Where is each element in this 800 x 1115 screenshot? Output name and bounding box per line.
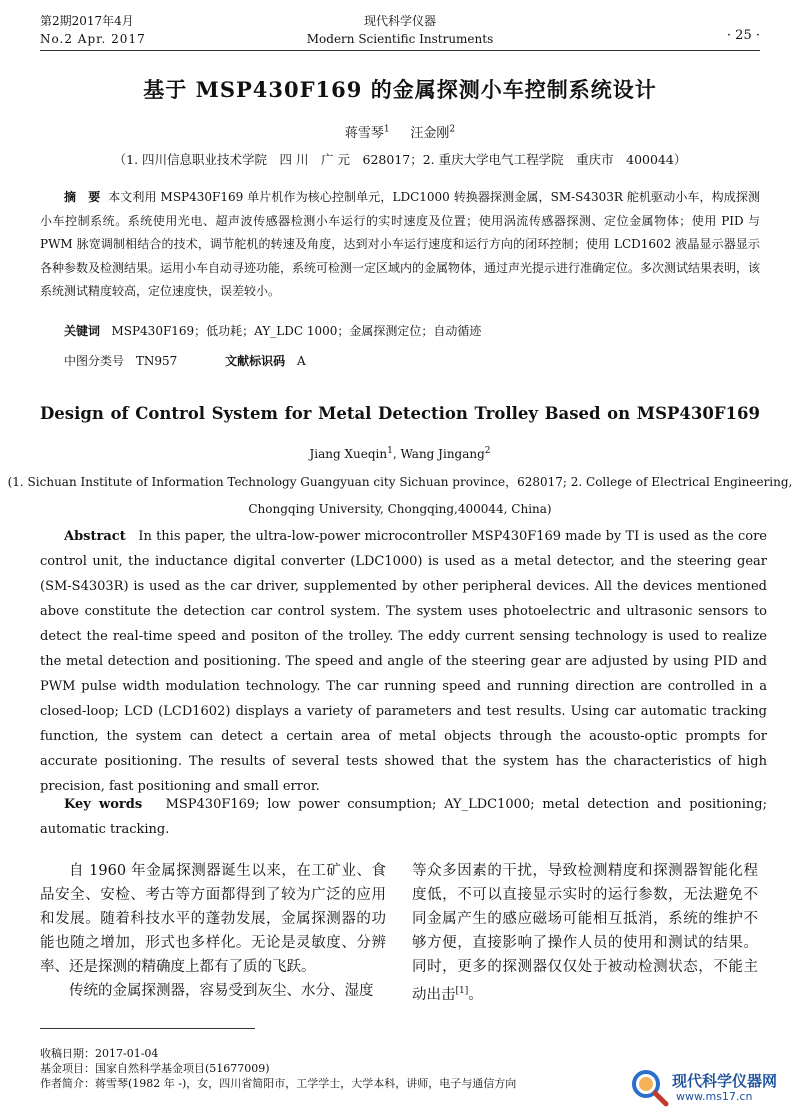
footnote-received: 收稿日期：2017-01-04 xyxy=(40,1047,159,1060)
clc-label: 中图分类号 xyxy=(64,354,125,368)
keywords-cn-text: MSP430F169；低功耗；AY_LDC 1000；金属探测定位；自动循迹 xyxy=(111,324,482,338)
body-paragraph xyxy=(412,859,758,1007)
authors-en: Jiang Xueqin$^1$, Wang Jingang$^2$ xyxy=(309,446,491,461)
author-1-cn: 蒋雪琴 xyxy=(344,126,384,141)
paper-title-cn: 基于 MSP430F169 的金属探测小车控制系统设计 xyxy=(143,77,657,102)
body-paragraph: 传统的金属探测器，容易受到灰尘、水分、湿度 xyxy=(69,983,374,999)
keywords-cn-label: 关键词 xyxy=(64,324,101,338)
footnote-fund: 基金项目：国家自然科学基金项目(51677009) xyxy=(40,1062,270,1075)
footnote-divider xyxy=(40,1028,255,1029)
watermark-name: 现代科学仪器网 xyxy=(672,1072,778,1090)
footnote-bio: 作者简介：蒋雪琴(1982 年 -)，女，四川省简阳市，工学学士，大学本科，讲师，电子与通信方向 xyxy=(40,1077,517,1090)
header-divider xyxy=(40,50,760,51)
authors-cn xyxy=(0,122,800,141)
abstract-en-label: Abstract xyxy=(64,529,126,544)
citation-ref: [1] xyxy=(455,986,469,996)
journal-en: Modern Scientific Instruments xyxy=(306,32,494,46)
author-2-en: Wang Jingang xyxy=(400,447,485,461)
author-1-en: Jiang Xueqin xyxy=(309,447,388,461)
body-paragraph-text: 等众多因素的干扰，导致检测精度和探测器智能化程度低，不可以直接显示实时的运行参数，无法避免不同金属产生的感应磁场可能相互抵消，系统的维护不够方便，直接影响了操作人员的使用和测试的结果。同时，更多的探测器仅仅处于被动检测状态，不能主动出击 xyxy=(412,863,758,1003)
author-1-en-sup: 1 xyxy=(387,446,393,456)
abstract-cn-text: 本文利用 MSP430F169 单片机作为核心控制单元，LDC1000 转换器探测金属，SM-S4303R 舵机驱动小车，构成探测小车控制系统。系统使用光电、超声波传感器检测小车运行的实时速度及位置；使用涡流传感器探测、定位金属物体；使用 PID 与 PWM 脉宽调制相结合的技术，调节舵机的转速及角度，达到对小车运行速度和运行方向的闭环控制；使用 LCD1602 液晶显示器显示各种参数及检测结果。运用小车自动寻迹功能，系统可检测一定区域内的金属物体，通过声光提示进行准确定位。多次测试结果表明，该系统测试精度较高，定位速度快，误差较小。 xyxy=(40,190,761,298)
journal-cn: 现代科学仪器 xyxy=(363,14,436,28)
doc-code-value: A xyxy=(296,354,306,368)
body-column-right xyxy=(412,859,758,1007)
issue-cn: 第2期2017年4月 xyxy=(40,14,134,28)
magnifier-logo-icon xyxy=(628,1066,672,1110)
abstract-cn-label: 摘 要 xyxy=(64,190,101,204)
author-2-en-sup: 2 xyxy=(484,446,491,456)
clc-value: TN957 xyxy=(135,354,178,368)
watermark-url: www.ms17.cn xyxy=(676,1090,753,1103)
affiliation-en-line1: (1. Sichuan Institute of Information Technology Guangyuan city Sichuan province，628017; 2. College of Electrical Engineering, xyxy=(7,475,793,489)
doc-code-label: 文献标识码 xyxy=(225,354,286,368)
body-paragraph-end: 。 xyxy=(468,986,483,1003)
abstract-cn xyxy=(40,186,760,304)
paper-title-en: Design of Control System for Metal Detection Trolley Based on MSP430F169 xyxy=(40,404,760,423)
keywords-en xyxy=(40,792,767,842)
affiliation-cn: （1. 四川信息职业技术学院 四 川 广 元 628017；2. 重庆大学电气工程学院 重庆市 400044） xyxy=(113,152,687,167)
author-1-sup: 1 xyxy=(383,124,390,135)
journal-name xyxy=(0,12,800,48)
author-2-cn: 汪金刚 xyxy=(410,126,450,141)
abstract-en-text: In this paper, the ultra-low-power microcontroller MSP430F169 made by TI is used as the core control unit, the inductance digital converter (LDC1000) is used as a metal detector, and the steering gear (SM-S4303R) is used as the car driver, supplemented by other peripheral devices. All the devices mentioned above constitute the detection car control system. The system uses photoelectric and ultrasonic sensors to detect the real-time speed and positon of the trolley. The eddy current sensing technology is used to realize the metal detection and positioning. The speed and angle of the steering gear are adjusted by using PID and PWM pulse width modulation technology. The car running speed and running direction are controlled in a closed-loop; LCD (LCD1602) displays a variety of parameters and test results. Using car automatic tracking function, the system can detect a certain area of metal objects through the acousto-optic prompts for accurate positioning. The results of several tests showed that the system has the characteristics of high precision, fast positioning and small error. xyxy=(40,529,767,794)
site-watermark xyxy=(628,1066,798,1110)
page-number: · 25 · xyxy=(726,28,760,43)
keywords-cn xyxy=(64,322,481,339)
issue-en: No.2 Apr. 2017 xyxy=(40,32,146,46)
classification xyxy=(64,352,314,369)
body-paragraph: 自 1960 年金属探测器诞生以来，在工矿业、食品安全、安检、考古等方面都得到了较为广泛的应用和发展。随着科技水平的蓬勃发展，金属探测器的功能也随之增加，形式也多样化。无论是灵敏度、分辨率、还是探测的精确度上都有了质的飞跃。 xyxy=(40,863,386,975)
keywords-en-text: MSP430F169; low power consumption; AY_LDC1000; metal detection and positioning; automatic tracking. xyxy=(40,797,767,837)
keywords-en-label: Key words xyxy=(64,797,143,812)
author-2-sup: 2 xyxy=(449,124,456,135)
abstract-en xyxy=(40,524,767,799)
affiliation-en-line2: Chongqing University, Chongqing,400044, China) xyxy=(248,502,552,516)
body-column-left xyxy=(40,859,386,1003)
